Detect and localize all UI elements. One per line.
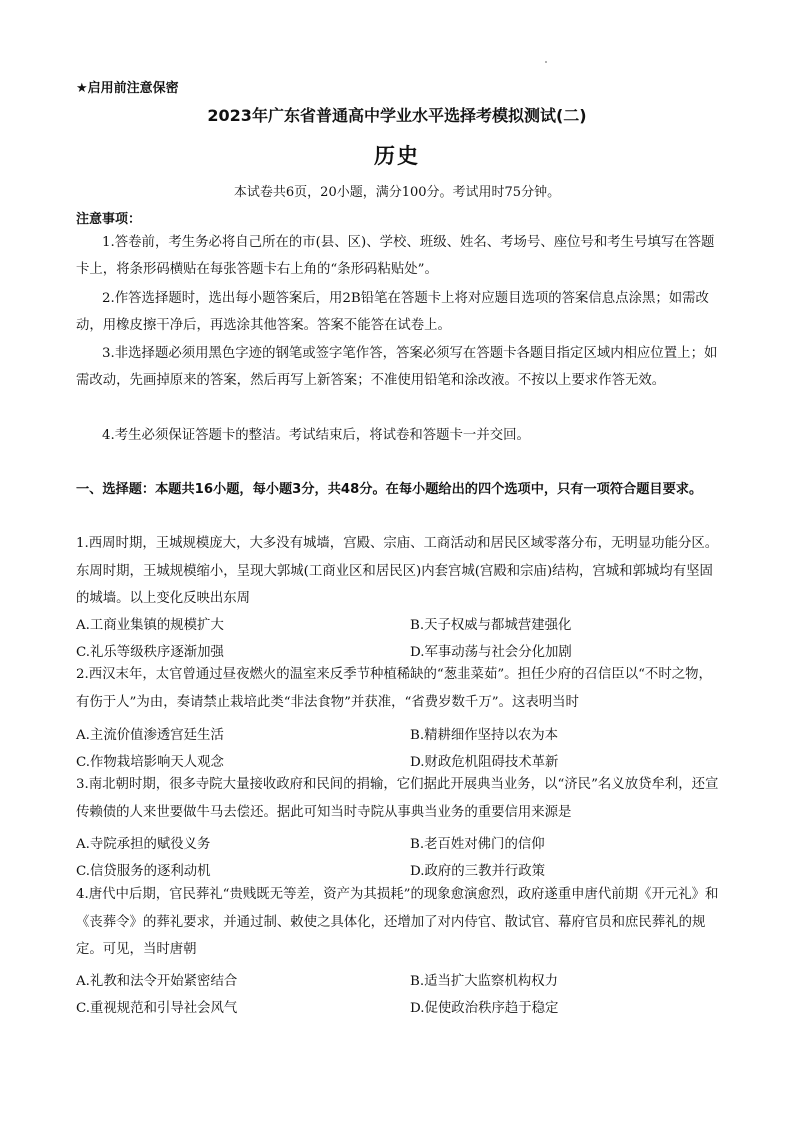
question-2-option-c: C.作物栽培影响天人观念 bbox=[76, 755, 224, 770]
question-4-option-a: A.礼教和法令开始紧密结合 bbox=[76, 974, 238, 989]
question-2-option-a: A.主流价值渗透宫廷生活 bbox=[76, 728, 224, 743]
question-1-option-d: D.军事动荡与社会分化加剧 bbox=[410, 645, 572, 660]
question-1-stem: 1.西周时期，王城规模庞大，大多没有城墙，宫殿、宗庙、工商活动和居民区域零落分布，无明显功能分区。东周时期，王城规模缩小，呈现大郭城(工商业区和居民区)内套宫城(宫殿和宗庙)结构，宫城和郭城均有坚固的城墙。以上变化反映出东周 bbox=[76, 536, 719, 606]
note-item-1: 1.答卷前，考生务必将自己所在的市(县、区)、学校、班级、姓名、考场号、座位号和考生号填写在答题卡上，将条形码横贴在每张答题卡右上角的“条形码粘贴处”。 bbox=[76, 235, 715, 277]
question-4-option-b: B.适当扩大监察机构权力 bbox=[410, 974, 559, 989]
exam-title: 2023年广东省普通高中学业水平选择考模拟测试(二) bbox=[207, 106, 587, 125]
question-4-option-d: D.促使政治秩序趋于稳定 bbox=[410, 1001, 559, 1016]
question-2-option-d: D.财政危机阻碍技术革新 bbox=[410, 755, 559, 770]
question-3-option-b: B.老百姓对佛门的信仰 bbox=[410, 837, 545, 852]
question-2-stem: 2.西汉末年，太官曾通过昼夜燃火的温室来反季节种植稀缺的“葱韭菜茹”。担任少府的召信臣以“不时之物，有伤于人”为由，奏请禁止栽培此类“非法食物”并获准，“省费岁数千万”。这表明当时 bbox=[76, 667, 712, 710]
question-1-option-c: C.礼乐等级秩序逐渐加强 bbox=[76, 645, 224, 660]
question-3-option-c: C.信贷服务的逐利动机 bbox=[76, 864, 211, 879]
question-1-option-a: A.工商业集镇的规模扩大 bbox=[76, 618, 224, 633]
note-item-4: 4.考生必须保证答题卡的整洁。考试结束后，将试卷和答题卡一并交回。 bbox=[102, 428, 530, 443]
subject-title: 历史 bbox=[374, 144, 420, 168]
note-item-3: 3.非选择题必须用黑色字迹的钢笔或签字笔作答，答案必须写在答题卡各题目指定区域内相应位置上；如需改动，先画掉原来的答案，然后再写上新答案；不准使用铅笔和涂改液。不按以上要求作答无效。 bbox=[76, 346, 718, 388]
question-3-stem: 3.南北朝时期，很多寺院大量接收政府和民间的捐输，它们据此开展典当业务，以“济民”名义放贷牟利，还宣传赖债的人来世要做牛马去偿还。据此可知当时寺院从事典当业务的重要信用来源是 bbox=[76, 777, 719, 820]
note-item-2: 2.作答选择题时，选出每小题答案后，用2B铅笔在答题卡上将对应题目选项的答案信息点涂黑；如需改动，用橡皮擦干净后，再选涂其他答案。答案不能答在试卷上。 bbox=[76, 291, 709, 333]
exam-info: 本试卷共6页，20小题，满分100分。考试用时75分钟。 bbox=[233, 185, 561, 200]
question-4-option-c: C.重视规范和引导社会风气 bbox=[76, 1001, 238, 1016]
question-3-option-a: A.寺院承担的赋役义务 bbox=[76, 837, 211, 852]
scan-dot bbox=[545, 61, 547, 63]
question-2-option-b: B.精耕细作坚持以农为本 bbox=[410, 728, 559, 743]
section-heading: 一、选择题：本题共16小题，每小题3分，共48分。在每小题给出的四个选项中，只有一项符合题目要求。 bbox=[76, 482, 703, 497]
secret-mark: ★启用前注意保密 bbox=[76, 81, 179, 96]
question-3-option-d: D.政府的三教并行政策 bbox=[410, 864, 546, 879]
notes-title: 注意事项： bbox=[76, 212, 142, 227]
question-1-option-b: B.天子权威与都城营建强化 bbox=[410, 618, 572, 633]
question-4-stem: 4.唐代中后期，官民葬礼“贵贱既无等差，资产为其损耗”的现象愈演愈烈，政府遂重申唐代前期《开元礼》和《丧葬令》的葬礼要求，并通过制、敕使之具体化，还增加了对内侍官、散试官、幕府官员和庶民葬礼的规定。可见，当时唐朝 bbox=[76, 887, 719, 957]
